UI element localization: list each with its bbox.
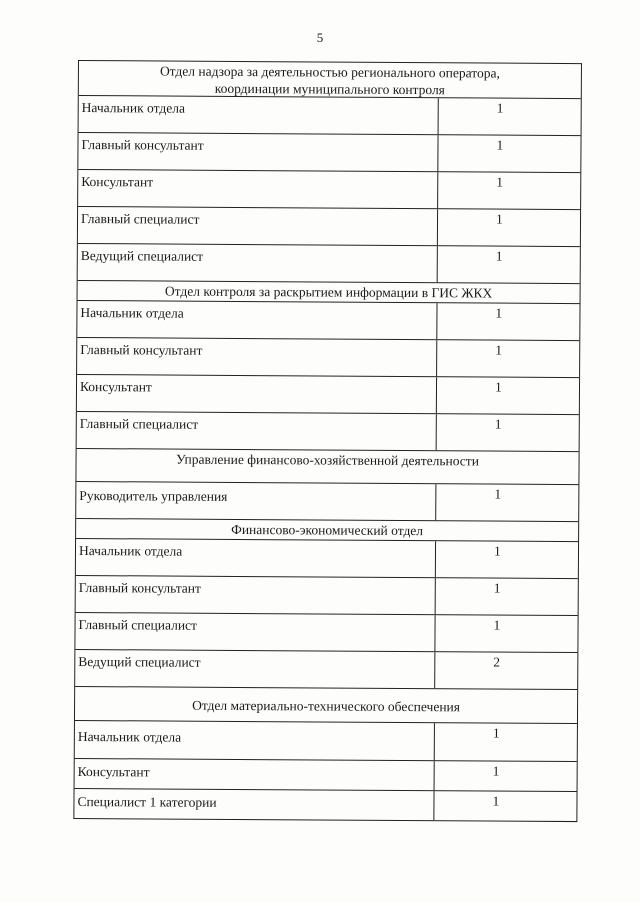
position-name: Начальник отдела bbox=[75, 721, 435, 760]
position-name: Главный консультант bbox=[78, 133, 438, 171]
staffing-table bbox=[73, 60, 582, 822]
section-title-line: координации муниципального контроля bbox=[214, 80, 445, 97]
table-row bbox=[78, 169, 580, 209]
position-count: 1 bbox=[496, 174, 504, 190]
table-row bbox=[77, 374, 579, 414]
position-count: 1 bbox=[494, 416, 502, 432]
table-row bbox=[77, 411, 579, 451]
table-row bbox=[77, 337, 579, 377]
table-row bbox=[76, 575, 578, 615]
table-row bbox=[75, 758, 577, 791]
position-name: Консультант bbox=[78, 170, 438, 208]
table-row bbox=[77, 300, 579, 340]
position-count: 1 bbox=[494, 379, 502, 395]
section-header bbox=[79, 61, 581, 98]
position-name: Начальник отдела bbox=[76, 539, 436, 577]
section-title-line: Отдел надзора за деятельностью регионального оператора, bbox=[159, 63, 500, 81]
position-count: 1 bbox=[493, 543, 501, 559]
position-count: 2 bbox=[493, 654, 501, 670]
table-row bbox=[74, 788, 576, 821]
table-row bbox=[75, 720, 577, 761]
position-name: Главный консультант bbox=[76, 576, 436, 614]
position-name: Главный специалист bbox=[78, 207, 438, 245]
position-name: Консультант bbox=[75, 759, 435, 790]
position-name: Начальник отдела bbox=[79, 96, 439, 134]
position-count: 1 bbox=[494, 486, 502, 502]
position-count: 1 bbox=[492, 793, 500, 809]
section-title: Управление финансово-хозяйственной деятельности bbox=[176, 451, 479, 469]
position-count: 1 bbox=[492, 763, 500, 779]
section-header bbox=[76, 448, 578, 484]
section-title: Отдел контроля за раскрытием информации в ГИС ЖКХ bbox=[164, 283, 493, 301]
position-count: 1 bbox=[496, 100, 504, 116]
position-count: 1 bbox=[493, 617, 501, 633]
position-count: 1 bbox=[496, 137, 504, 153]
table-row bbox=[79, 95, 581, 135]
position-count: 1 bbox=[495, 248, 503, 264]
position-name: Ведущий специалист bbox=[75, 650, 435, 688]
position-name: Главный специалист bbox=[75, 613, 435, 651]
table-row bbox=[78, 132, 580, 172]
position-count: 1 bbox=[493, 580, 501, 596]
table-row bbox=[78, 206, 580, 246]
position-name: Консультант bbox=[77, 375, 437, 413]
position-count: 1 bbox=[495, 211, 503, 227]
section-header bbox=[75, 686, 577, 723]
page-number: 5 bbox=[316, 30, 324, 45]
position-name: Специалист 1 категории bbox=[74, 789, 434, 820]
position-name: Руководитель управления bbox=[76, 482, 436, 520]
table-row bbox=[78, 243, 580, 283]
section-title: Финансово-экономический отдел bbox=[231, 521, 424, 539]
position-count: 1 bbox=[492, 725, 500, 741]
table-row bbox=[76, 481, 578, 521]
position-count: 1 bbox=[495, 305, 503, 321]
position-name: Ведущий специалист bbox=[78, 244, 438, 282]
table-row bbox=[76, 538, 578, 578]
position-name: Главный консультант bbox=[77, 338, 437, 376]
position-name: Главный специалист bbox=[77, 412, 437, 450]
position-name: Начальник отдела bbox=[77, 301, 437, 339]
table-row bbox=[75, 612, 577, 652]
section-title: Отдел материально-технического обеспечения bbox=[192, 697, 461, 714]
table-row bbox=[75, 649, 577, 689]
position-count: 1 bbox=[495, 342, 503, 358]
